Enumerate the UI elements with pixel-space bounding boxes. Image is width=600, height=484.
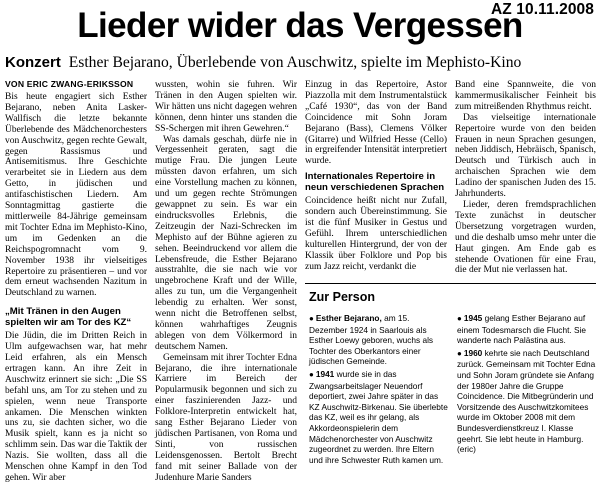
paragraph: Das vielseitige internationale Repertoire wurde von den beiden Frauen in neun Sprachen gesungen, neben Jiddisch, Hebräisch, Spanisch, Deutsch und Türkisch auch in archaischen Sprachen wie dem Ladino der spanischen Juden des 15. Jahrhunderts. bbox=[455, 112, 596, 200]
article-column-1 bbox=[5, 92, 147, 483]
info-item-lead: 1941 bbox=[315, 368, 335, 379]
bullet-icon: ● bbox=[457, 348, 462, 358]
crosshead: „Mit Tränen in den Augen spielten wir am Tor des KZ“ bbox=[5, 306, 132, 329]
paragraph: Gemeinsam mit ihrer Tochter Edna Bejarano, die ihre internationale Karriere im Bereich der Popularmusik begonnen und sich zu einer faszinierenden Jazz- und Folklore-Interpretin entwickelt hat, sang Esther Bejarano Lieder von jüdischen Partisanen, von Roma und Sinti, von russischen Leidensgenossen. Bertolt Brecht fand mit seiner Ballade von der Judenhure Marie Sanders bbox=[155, 352, 297, 483]
paragraph: Die Jüdin, die im Dritten Reich in Ulm aufgewachsen war, hat mehr Leid erfahren, als ein Mensch ertragen kann. An ihre Zeit in Auschwitz erinnert sie sich: „Die SS befahl uns, am Tor zu stehen und zu spielen, wenn neue Transporte ankamen. Die Menschen winkten uns zu, sie dachten sicher, wo die Musik spielt, kann es ja nicht so schlimm sein. Das war die Taktik der Nazis. Sie wollten, dass all die Menschen ohne Kampf in den Tod gehen. Wir aber bbox=[5, 331, 147, 483]
headline: Lieder wider das Vergessen bbox=[77, 6, 523, 45]
info-item bbox=[309, 313, 448, 367]
bullet-icon: ● bbox=[457, 314, 462, 323]
paragraph: Band eine Spannweite, die von kammermusikalischer Feinheit bis zum mitreißenden Rhythmus reicht. bbox=[455, 80, 596, 112]
paragraph: Einzug in das Repertoire, Astor Piazzolla mit dem Instrumentalstück „Café 1930“, das von der Band Coincidence mit Sohn Joram Bejarano (Bass), Clemens Völker (Gitarre) und Wilfried Hesse (Cello) in ergreifender Intensität interpretiert wurde. bbox=[305, 80, 447, 167]
article-column-2 bbox=[155, 80, 297, 483]
paragraph: Was damals geschah, dürfe nie in Vergessenheit geraten, sagt die mutige Frau. Die jungen Leute müssten davon erfahren, um sich eine Vorstellung machen zu können, und um gegen rechte Strömungen gewappnet zu sein. Es war ein eindrucksvolles Erlebnis, die Zeitzeugin der Nazi-Schrecken im Mephisto auf der Bühne agieren zu sehen. Beeindruckend vor allem die Lebensfreude, die Esther Bejarano ausstrahlte, die sie nach wie vor ungebrochene Kraft und der Wille, alles zu tun, um die Vergangenheit lebendig zu erhalten. Wer sonst, wenn nicht die Betroffenen selbst, können wahrhaftiges Zeugnis ablegen von dem Völkermord in deutschem Namen. bbox=[155, 134, 297, 352]
info-item-lead: 1945 bbox=[463, 313, 483, 323]
info-item bbox=[309, 369, 448, 465]
info-item-text: wurde sie in das Zwangsarbeitslager Neuendorf deportiert, zwei Jahre später in das KZ Auschwitz-Birkenau. Sie überlebte das KZ, weil es ihr gelang, als Akkordeonspielerin dem Mädchenorchester von Auschwitz zugeordnet zu werden. Ihre Eltern und ihre Schwester Ruth kamen um. bbox=[309, 368, 448, 465]
info-box-column-right bbox=[457, 313, 596, 457]
info-item bbox=[457, 348, 596, 455]
subheadline bbox=[5, 53, 597, 72]
bullet-icon: ● bbox=[309, 369, 314, 379]
article-column-4 bbox=[455, 80, 596, 280]
paragraph: Lieder, deren fremdsprachlichen Texte zunächst in deutscher Übersetzung vorgetragen wurden, und die deshalb umso mehr unter die Haut gingen. Am Ende gab es stehende Ovationen für eine Frau, die der Mut nie verlassen hat. bbox=[455, 199, 596, 276]
crosshead: Internationales Repertoire in neun verschiedenen Sprachen bbox=[305, 171, 445, 194]
info-box-zur-person bbox=[305, 283, 596, 467]
info-box-title: Zur Person bbox=[309, 290, 375, 304]
info-box-column-left bbox=[309, 313, 448, 467]
info-item-lead: Esther Bejarano, bbox=[315, 313, 382, 323]
article-column-3 bbox=[305, 80, 447, 280]
bullet-icon: ● bbox=[309, 314, 314, 323]
date-stamp: AZ 10.11.2008 bbox=[491, 1, 594, 18]
paragraph: Coincidence heißt nicht nur Zufall, sondern auch Übereinstimmung. Sie ist die fünf Musiker in Gestus und Gefühl. Ihrem unterschiedlichen kulturellen Hintergrund, der von der Klassik über Folklore und Pop bis zum Jazz reicht, verdankt die bbox=[305, 196, 447, 272]
info-item bbox=[457, 313, 596, 346]
paragraph: wussten, wohin sie fuhren. Wir Tränen in den Augen spielten wir. Wir hätten uns nicht dagegen wehren können, denn hinter uns standen die SS-Schergen mit ihren Gewehren.“ bbox=[155, 80, 297, 134]
subhead-kicker: Konzert bbox=[5, 54, 61, 71]
byline: VON ERIC ZWANG-ERIKSSON bbox=[5, 79, 134, 89]
info-item-text: kehrte sie nach Deutschland zurück. Gemeinsam mit Tochter Edna und Sohn Joram gründete sie Anfang der 1980er Jahre die Gruppe Coincidence. Die Mitbegründerin und Vorsitzende des Auschwitzkomitees wurde im Oktober 2008 mit dem Bundesverdienstkreuz I. Klasse geehrt. Sie lebt heute in Hamburg. (eric) bbox=[457, 347, 596, 455]
subhead-text: Esther Bejarano, Überlebende von Auschwitz, spielte im Mephisto-Kino bbox=[68, 54, 522, 71]
paragraph: Bis heute engagiert sich Esther Bejarano, neben Anita Lasker-Wallfisch die letzte bekannte Überlebende des Mädchenorchesters von Auschwitz, gegen rechte Gewalt, gegen Rassismus und Antisemitismus. Ihre Geschichte verarbeitet sie in Liedern aus dem Getto, in jüdischen und antifaschistischen Liedern. Am Sonntagmittag gastierte die mittlerweile 84-Jährige gemeinsam mit Tochter Edna im Mephisto-Kino, um im Gedenken an die Reichspogromnacht vom 9. November 1938 ihr vielseitiges Repertoire zu präsentieren – und vor dem erneut wachsenden Nazitum in Deutschland zu warnen. bbox=[5, 92, 147, 299]
info-item-lead: 1960 bbox=[463, 347, 483, 358]
info-item-text: am 15. Dezember 1924 in Saarlouis als Esther Loewy geboren, wuchs als Tochter des Oberkantors einer jüdischen Gemeinde. bbox=[309, 313, 434, 367]
info-item-text: gelang Esther Bejarano auf einem Todesmarsch die Flucht. Sie wanderte nach Palästina aus. bbox=[457, 313, 586, 346]
